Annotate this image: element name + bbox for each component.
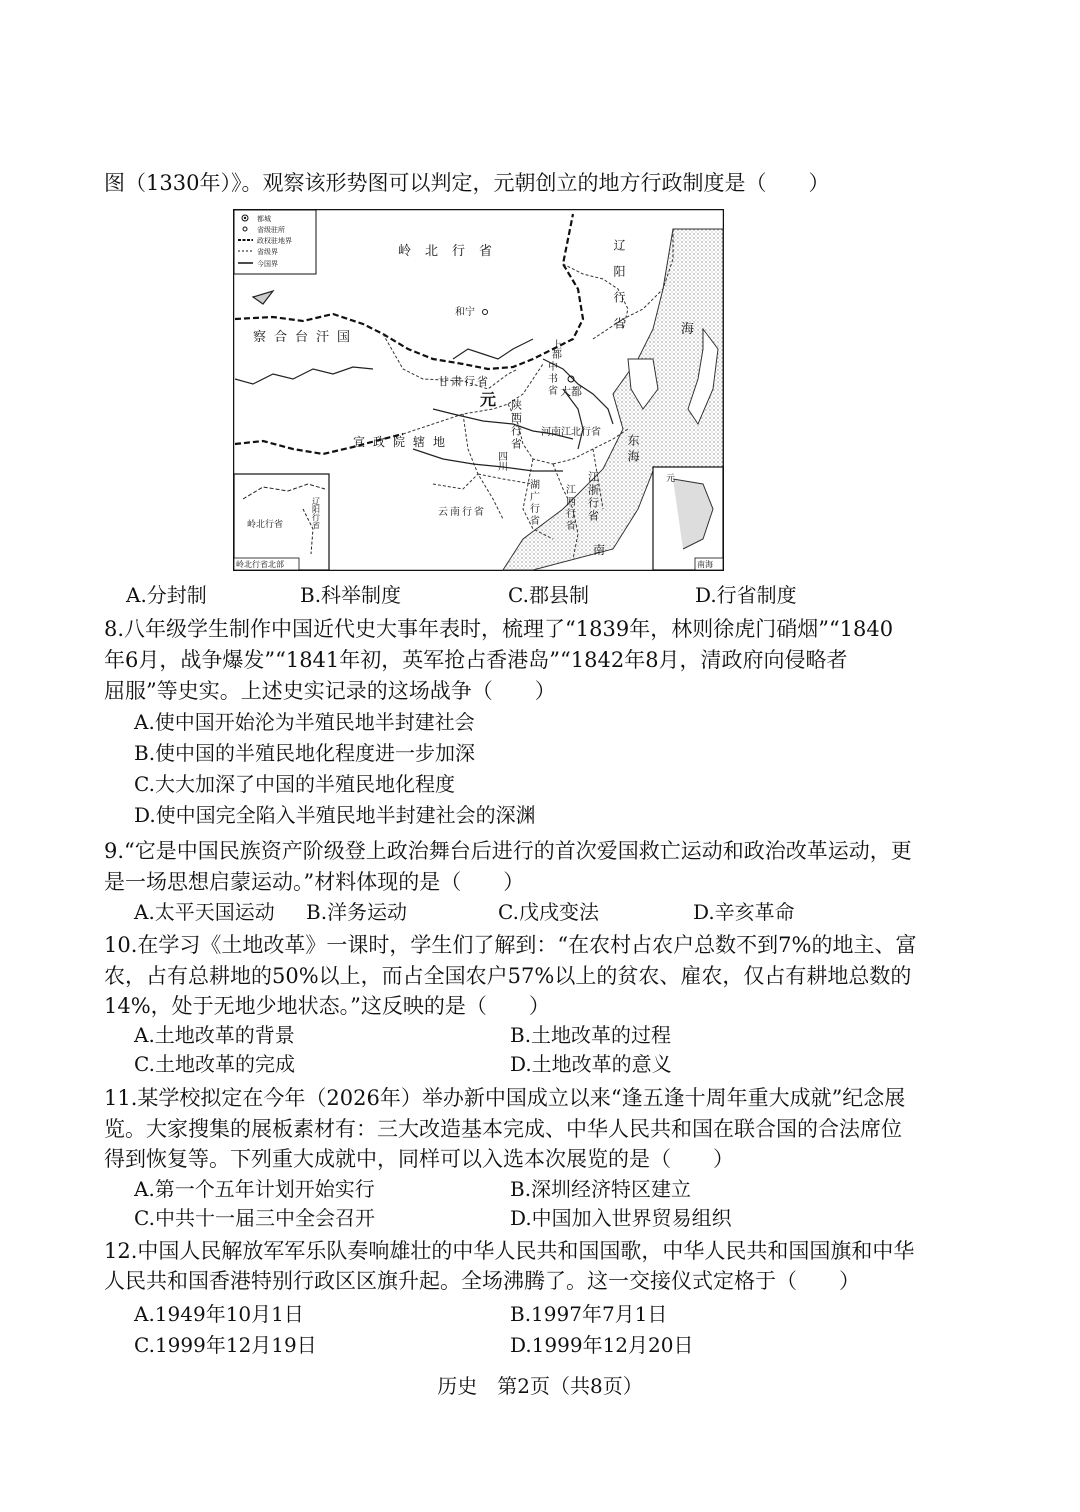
inset2-label-yuan: 元 <box>666 474 676 484</box>
q10-option-c: C.土地改革的完成 <box>134 1052 295 1076</box>
q8-stem-line-1: 8.八年级学生制作中国近代史大事年表时，梳理了“1839年，林则徐虎门硝烟”“1840 <box>104 617 894 641</box>
q8-stem-line-3: 屈服”等史实。上述史实记录的这场战争（ ） <box>104 679 556 703</box>
label-nan: 南 <box>593 543 606 557</box>
q10-stem-line-3: 14%，处于无地少地状态。”这反映的是（ ） <box>104 994 550 1018</box>
label-jiangzhe: 江浙行省 <box>586 471 600 523</box>
inset-north-lingbei <box>234 474 329 570</box>
q11-option-b: B.深圳经济特区建立 <box>510 1177 692 1201</box>
q7-option-d: D.行省制度 <box>695 583 797 607</box>
q12-stem-line-1: 12.中国人民解放军军乐队奏响雄壮的中华人民共和国国歌，中华人民共和国国旗和中华 <box>104 1239 915 1263</box>
q10-stem-line-2: 农，占有总耕地的50%以上，而占全国农户57%以上的贫农、雇农，仅占有耕地总数的 <box>104 964 912 988</box>
legend-provincial-seat: 省级驻所 <box>257 226 285 234</box>
q9-option-a: A.太平天国运动 <box>134 900 275 924</box>
q11-stem-line-2: 览。大家搜集的展板素材有：三大改造基本完成、中华人民共和国在联合国的合法席位 <box>104 1117 902 1141</box>
label-huguang: 湖广行省 <box>527 479 539 527</box>
q8-option-d: D.使中国完全陷入半殖民地半封建社会的深渊 <box>134 803 536 827</box>
q9-option-c: C.戊戌变法 <box>498 900 599 924</box>
q10-option-d: D.土地改革的意义 <box>510 1052 672 1076</box>
label-lingbei: 岭北行省 <box>398 244 507 259</box>
label-donghai: 东海 <box>626 434 640 466</box>
q7-option-c: C.郡县制 <box>508 583 589 607</box>
label-yuan: 元 <box>480 390 497 409</box>
q12-option-d: D.1999年12月20日 <box>510 1333 694 1357</box>
legend-modern-border: 今国界 <box>257 260 278 268</box>
q11-option-d: D.中国加入世界贸易组织 <box>510 1206 732 1230</box>
q10-option-a: A.土地改革的背景 <box>134 1023 295 1047</box>
page-footer: 历史 第2页（共8页） <box>437 1374 643 1398</box>
inset-label-lingbei: 岭北行省 <box>247 520 284 530</box>
label-sichuan: 四川 <box>495 451 507 471</box>
label-yunnan: 云南行省 <box>438 507 486 518</box>
q11-option-a: A.第一个五年计划开始实行 <box>134 1177 375 1201</box>
label-sea: 海 <box>681 322 695 337</box>
legend-regime-border: 政权驻地界 <box>257 237 292 245</box>
q7-option-b: B.科举制度 <box>300 583 402 607</box>
inset-south-sea <box>653 467 723 570</box>
label-jiangxi: 江西行省 <box>563 484 575 532</box>
label-zhongshu: 中书省 <box>545 361 557 397</box>
q12-stem-line-2: 人民共和国香港特别行政区区旗升起。全场沸腾了。这一交接仪式定格于（ ） <box>104 1269 860 1293</box>
q10-option-b: B.土地改革的过程 <box>510 1023 672 1047</box>
yuan-dynasty-map <box>233 209 724 571</box>
inset-label-liaoyang: 辽阳行省 <box>311 497 321 529</box>
q8-option-b: B.使中国的半殖民地化程度进一步加深 <box>134 741 476 765</box>
label-ganshu: 甘肃行省 <box>438 375 490 388</box>
legend-province-border: 省级界 <box>257 248 278 256</box>
q8-stem-line-2: 年6月，战争爆发”“1841年初，英军抢占香港岛”“1842年8月，清政府向侵略者 <box>104 648 848 672</box>
q7-option-a: A.分封制 <box>126 583 207 607</box>
q7-intro: 图（1330年）》。观察该形势图可以判定，元朝创立的地方行政制度是（ ） <box>104 171 830 195</box>
label-shangdu: 上都 <box>549 339 561 359</box>
q8-option-a: A.使中国开始沦为半殖民地半封建社会 <box>134 710 475 734</box>
label-henan: 河南江北行省 <box>541 427 601 438</box>
q12-option-b: B.1997年7月1日 <box>510 1302 668 1326</box>
inset-label-nanhai: 南海 <box>697 560 713 569</box>
q11-stem-line-3: 得到恢复等。下列重大成就中，同样可以入选本次展览的是（ ） <box>104 1147 734 1171</box>
map-legend <box>234 210 316 274</box>
legend-capital: 都城 <box>257 215 271 223</box>
q9-option-b: B.洋务运动 <box>306 900 408 924</box>
q12-option-c: C.1999年12月19日 <box>134 1333 317 1357</box>
q12-option-a: A.1949年10月1日 <box>134 1302 304 1326</box>
q8-option-c: C.大大加深了中国的半殖民地化程度 <box>134 772 455 796</box>
label-xuanzheng: 宣政院辖地 <box>353 435 454 449</box>
q9-stem-line-2: 是一场思想启蒙运动。”材料体现的是（ ） <box>104 870 525 894</box>
q10-stem-line-1: 10.在学习《土地改革》一课时，学生们了解到：“在农村占农户总数不到7%的地主、富 <box>104 933 917 957</box>
label-chahatai: 察合台汗国 <box>253 330 359 345</box>
q11-option-c: C.中共十一届三中全会召开 <box>134 1206 375 1230</box>
label-dadu: 大都 <box>560 385 582 398</box>
q11-stem-line-1: 11.某学校拟定在今年（2026年）举办新中国成立以来“逢五逢十周年重大成就”纪念展 <box>104 1086 906 1110</box>
label-shaanxi: 陕西行省 <box>509 399 523 451</box>
q9-stem-line-1: 9.“它是中国民族资产阶级登上政治舞台后进行的首次爱国救亡运动和政治改革运动，更 <box>104 839 912 863</box>
q9-option-d: D.辛亥革命 <box>693 900 795 924</box>
label-liaoyang: 辽阳行省 <box>612 239 626 343</box>
label-hening: 和宁 <box>455 307 475 318</box>
inset-caption: 岭北行省北部 <box>236 560 284 569</box>
